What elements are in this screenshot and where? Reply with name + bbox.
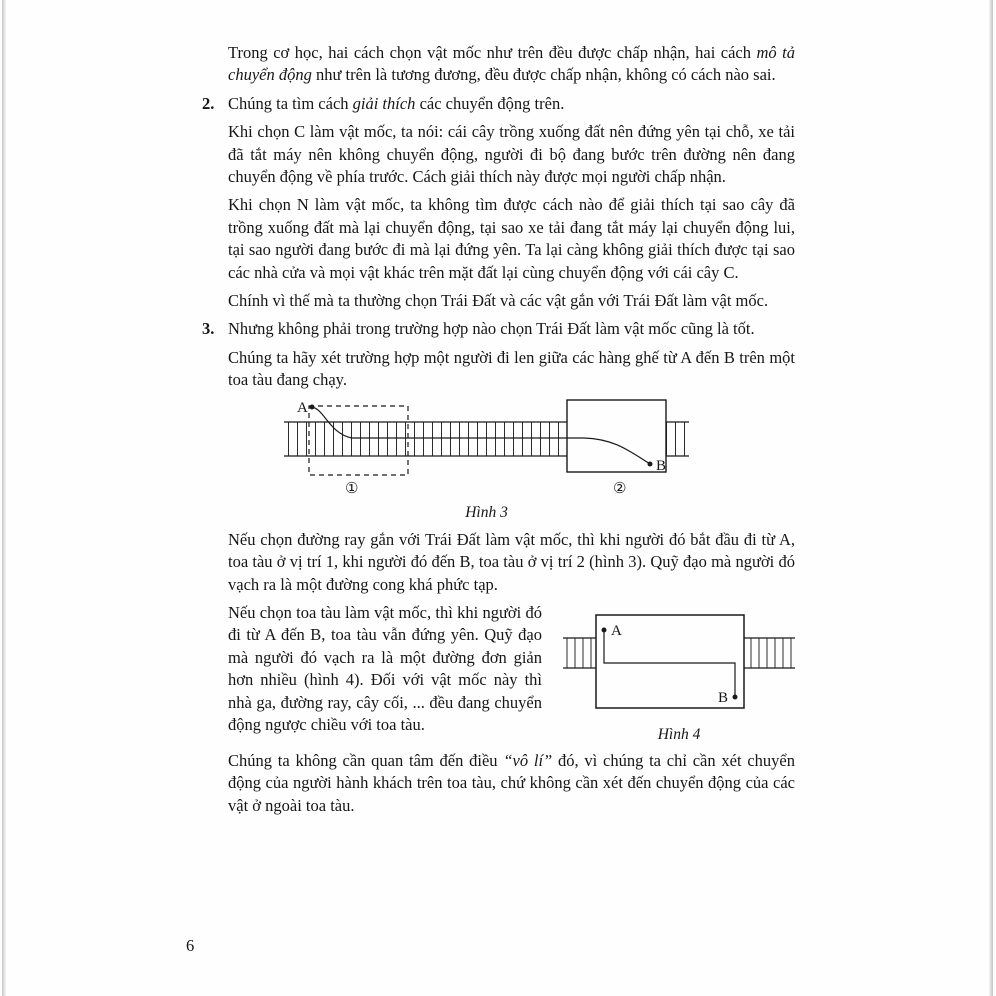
point-a-dot [602, 627, 607, 632]
figure3-drawing [284, 398, 689, 498]
figure-hinh-3 [284, 398, 689, 522]
paragraph-train-frame: Nếu chọn toa tàu làm vật mốc, thì khi người đó đi từ A đến B, toa tàu vẫn đứng yên. Quỹ đạo mà người đó vạch ra là một đường đơn giản hơn nhiều (hình 4). Đối với vật mốc này thì nhà ga, đường ray, cây cối, ... đều đang chuyển động ngược chiều với toa tàu. [228, 602, 542, 734]
railway-ties-right [744, 638, 795, 668]
paragraph-explain-n: Khi chọn N làm vật mốc, ta không tìm được cách nào để giải thích tại sao cây đã trồng xuống đất mà lại chuyển động, tại sao xe tải đang tắt máy lại chuyển động lui, tại sao người đang bước đi mà lại đứng yên. Ta lại càng không giải thích được tại sao các nhà cửa và mọi vật khác trên mặt đất lại cùng chuyển động với cái cây C. [228, 195, 795, 282]
text-run: như trên là tương đương, đều được chấp nhận, không có cách nào sai. [311, 65, 776, 85]
figure4-drawing [563, 610, 795, 720]
text-run-italic: giải thích [352, 93, 416, 113]
point-b-dot [648, 461, 653, 466]
page-content [202, 42, 795, 823]
train-position-2-box [567, 400, 666, 472]
paragraph-conclusion [228, 750, 795, 817]
list-item-2 [202, 93, 795, 115]
point-a-dot [310, 404, 315, 409]
label-point-b: B [656, 457, 667, 474]
text-run: Nhưng không phải trong trường hợp nào chọn Trái Đất làm vật mốc cũng là tốt. [228, 319, 755, 339]
text-run: các chuyển động trên. [415, 93, 565, 113]
text-run: đó, vì chúng ta chỉ cần xét chuyển động của người hành khách trên toa tàu, chứ không cần xét đến chuyển động của các vật ở ngoài toa tàu. [228, 750, 795, 815]
item-number: 2. [202, 93, 215, 113]
text-run: Chúng ta không cần quan tâm đến điều [228, 750, 504, 770]
text-run: Chúng ta tìm cách [228, 93, 353, 113]
text-run: Trong cơ học, hai cách chọn vật mốc như trên đều được chấp nhận, hai cách [228, 43, 757, 62]
page-number: 6 [186, 936, 195, 955]
label-point-a: A [611, 622, 622, 639]
paragraph-mechanics-intro [228, 42, 795, 87]
page-scan-edge-left [2, 0, 6, 996]
marker-position-1: ① [345, 480, 359, 497]
paragraph-explain-c: Khi chọn C làm vật mốc, ta nói: cái cây trồng xuống đất nên đứng yên tại chỗ, xe tải đã tắt máy nên không chuyển động, người đi bộ đang bước trên đường nên đang chuyển động về phía trước. Cách giải thích này được mọi người chấp nhận. [228, 122, 795, 187]
marker-position-2: ② [613, 480, 627, 497]
figure4-caption: Hình 4 [657, 725, 701, 743]
paragraph-train-intro: Chúng ta hãy xét trường hợp một người đi len giữa các hàng ghế từ A đến B trên một toa tàu đang chạy. [228, 347, 795, 390]
text-run-italic: mô tả chuyển động [228, 43, 795, 85]
list-item-3 [202, 318, 795, 340]
text-and-figure-row [228, 602, 795, 744]
item-number: 3. [202, 319, 215, 339]
point-b-dot [733, 694, 738, 699]
figure-hinh-4 [563, 610, 795, 744]
paragraph-choose-earth: Chính vì thế mà ta thường chọn Trái Đất và các vật gắn với Trái Đất làm vật mốc. [228, 291, 769, 311]
label-point-b: B [718, 689, 729, 706]
label-point-a: A [297, 399, 308, 416]
text-run-italic: “vô lí” [503, 750, 553, 770]
page-scan-edge-right [989, 0, 993, 996]
figure3-caption: Hình 3 [465, 503, 508, 521]
paragraph-rail-frame: Nếu chọn đường ray gắn với Trái Đất làm vật mốc, thì khi người đó bắt đầu đi từ A, toa tàu ở vị trí 1, khi người đó đến B, toa tàu ở vị trí 2 (hình 3). Quỹ đạo mà người đó vạch ra là một đường cong khá phức tạp. [228, 529, 795, 594]
railway-ties-left [563, 638, 596, 668]
